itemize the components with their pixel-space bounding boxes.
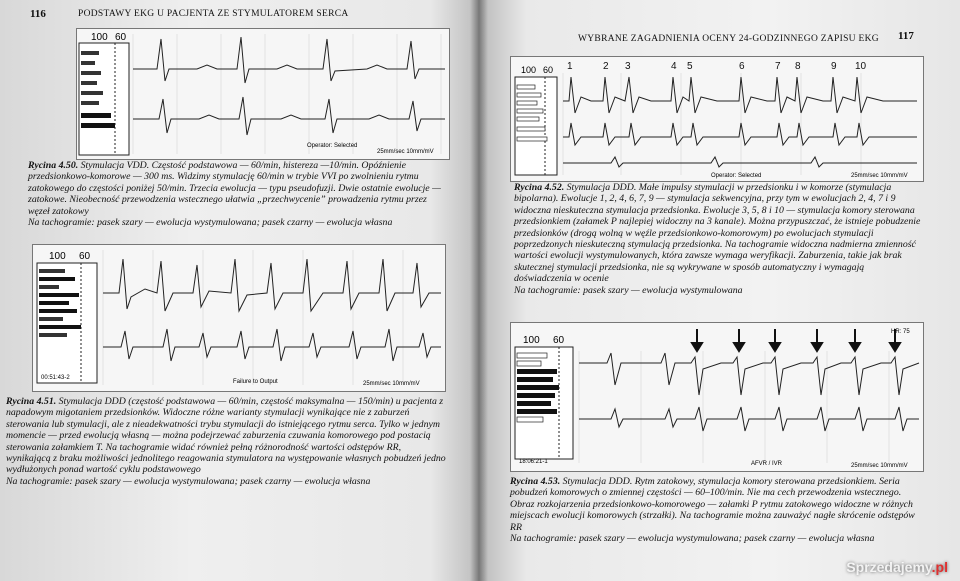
ecg-figure-4-52 — [510, 56, 924, 182]
beat-number: 4 — [671, 61, 677, 72]
right-running-header: WYBRANE ZAGADNIENIA OCENY 24-GODZINNEGO ZAPISU EKG — [578, 34, 879, 44]
ecg-strip-svg — [511, 323, 923, 471]
beat-number: 6 — [739, 61, 745, 72]
strip-failure-text: Failure to Output — [233, 379, 278, 385]
caption-4-53 — [510, 476, 922, 544]
caption-note: Na tachogramie: pasek szary — ewolucja wystymulowana; pasek czarny — ewolucja własna — [510, 533, 875, 545]
tacho-label-100: 100 — [523, 335, 540, 346]
tacho-label-100: 100 — [521, 65, 537, 75]
strip-hr-text: HR: 75 — [891, 329, 910, 335]
strip-speed-text: 25mm/sec 10mm/mV — [851, 463, 908, 469]
strip-speed-text: 25mm/sec 10mm/mV — [363, 381, 420, 387]
ecg-figure-4-51 — [32, 244, 446, 392]
beat-number: 3 — [625, 61, 631, 72]
caption-text: Stymulacja DDD. Rytm zatokowy, stymulacja komory sterowana przedsionkiem. Seria pobudzeń komorowych o zmiennej częstości — 60–100/min. Nie ma cech przewodzenia wstecznego. Obraz rozkojarzenia przedsionkowo-komorowego — załamki P rytmu zatokowego widoczne w różnych miejscach ewolucji komorowych (strzałki). Na tachogramie można zauważyć nagłe skrócenie odstępów RR — [510, 476, 915, 533]
caption-text: Stymulacja VDD. Częstość podstawowa — 60/min, histereza —10/min. Opóźnienie przedsionkowo-komorowe — 300 ms. Widzimy stymulację 60/min w trybie VVI po zwolnieniu rytmu zatokowego do częstości poniżej 50/min. Trzecia ewolucja — typu pseudofuzji. Dwie ostatnie ewolucje — zatokowe. Nieobecność przewodzenia wstecznego ułatwia „przechwycenie” prowadzenia rytmu przez węzeł zatokowy — [28, 160, 441, 217]
strip-time-text: 18:06:21-1 — [519, 459, 548, 465]
caption-4-51 — [6, 396, 446, 487]
caption-note: Na tachogramie: pasek szary — ewolucja wystymulowana; pasek czarny — ewolucja własna — [28, 217, 393, 229]
caption-label: Rycina 4.52. — [514, 182, 565, 193]
caption-4-52 — [514, 182, 924, 296]
right-page-number: 117 — [898, 30, 914, 42]
watermark — [846, 559, 948, 575]
beat-number: 2 — [603, 61, 609, 72]
tacho-label-60: 60 — [553, 335, 565, 346]
strip-operator-text: Operator: Selected — [307, 143, 358, 149]
beat-number: 1 — [567, 61, 573, 72]
ecg-strip-svg — [33, 245, 445, 391]
caption-4-50 — [28, 160, 448, 228]
book-gutter — [470, 0, 488, 581]
beat-number: 10 — [855, 61, 867, 72]
caption-note: Na tachogramie: pasek szary — ewolucja wystymulowana — [514, 284, 743, 296]
tacho-label-60: 60 — [543, 65, 554, 75]
tacho-label-60: 60 — [115, 32, 127, 43]
caption-label: Rycina 4.50. — [28, 160, 79, 171]
left-running-header: PODSTAWY EKG U PACJENTA ZE STYMULATOREM SERCA — [78, 9, 349, 19]
ecg-strip-svg — [511, 57, 923, 181]
beat-number: 7 — [775, 61, 781, 72]
watermark-suffix: .pl — [931, 559, 948, 575]
caption-label: Rycina 4.53. — [510, 476, 561, 487]
caption-text: Stymulacja DDD (częstość podstawowa — 60/min, częstość maksymalna — 150/min) u pacjenta z napadowym migotaniem przedsionków. Widoczne różne warianty stymulacji wynikające nie z zaburzeń sterowania lub stymulacji, ale z nieadekwatności trybu stymulacji do istniejącego rytmu serca. Tylko w jednym momencie — przed ewolucją własną — można podejrzewać zaburzenia czuwania komorowego pod postacią sterowania załamkiem T. Na tachogramie widać również pełną różnorodność wartości odstępów RR, wynikającą z braku możliwości jednolitego reagowania stymulatora na występowanie własnych pobudzeń jedno wydłużonych ponad wartość cyklu podstawowego — [6, 396, 446, 476]
left-page — [0, 0, 478, 581]
left-page-number: 116 — [30, 8, 46, 20]
strip-speed-text: 25mm/sec 10mm/mV — [377, 149, 434, 155]
strip-operator-text: Operator: Selected — [711, 173, 762, 179]
beat-number: 5 — [687, 61, 693, 72]
ecg-figure-4-50 — [76, 28, 450, 160]
beat-number: 9 — [831, 61, 837, 72]
ecg-strip-svg — [77, 29, 449, 159]
tacho-label-100: 100 — [49, 251, 66, 262]
tacho-label-60: 60 — [79, 251, 91, 262]
caption-text: Stymulacja DDD. Małe impulsy stymulacji w przedsionku i w komorze (stymulacja bipolarna). Ewolucje 1, 2, 4, 6, 7, 9 — stymulacja sekwencyjna, przy tym w ewolucjach 2, 4, 7 i 9 widoczna nieskuteczna stymulacja przedsionka. Ewolucje 3, 5, 8 i 10 — stymulacja komory sterowana przedsionkiem (załamek P najlepiej widoczny na 3 kanale). Można przypuszczać, że istnieje pobudzenie przedsionków (drogą wolną w węźle przedsionkowo-komorowym) po ewolucjach stymulacji poprzedzonych nieskuteczną stymulacją przedsionka. Na tachogramie widoczna nadmierna zmienność wartości ewolucji wystymulowanych, która zawsze wymaga weryfikacji. Zaburzenia, takie jak brak skutecznej stymulacji przedsionka, nie są wykrywane w sposób automatyczny i wymagają doświadczenia w ocenie — [514, 182, 921, 285]
caption-note: Na tachogramie: pasek szary — ewolucja wystymulowana; pasek czarny — ewolucja własna — [6, 475, 371, 487]
strip-time-text: 00:51:43-2 — [41, 375, 70, 381]
strip-rhythm-text: AFVR / IVR — [751, 461, 783, 467]
right-page — [478, 0, 960, 581]
tacho-label-100: 100 — [91, 32, 108, 43]
beat-number: 8 — [795, 61, 801, 72]
watermark-main: Sprzedajemy — [846, 559, 932, 575]
ecg-figure-4-53 — [510, 322, 924, 472]
caption-label: Rycina 4.51. — [6, 396, 57, 407]
strip-speed-text: 25mm/sec 10mm/mV — [851, 173, 908, 179]
